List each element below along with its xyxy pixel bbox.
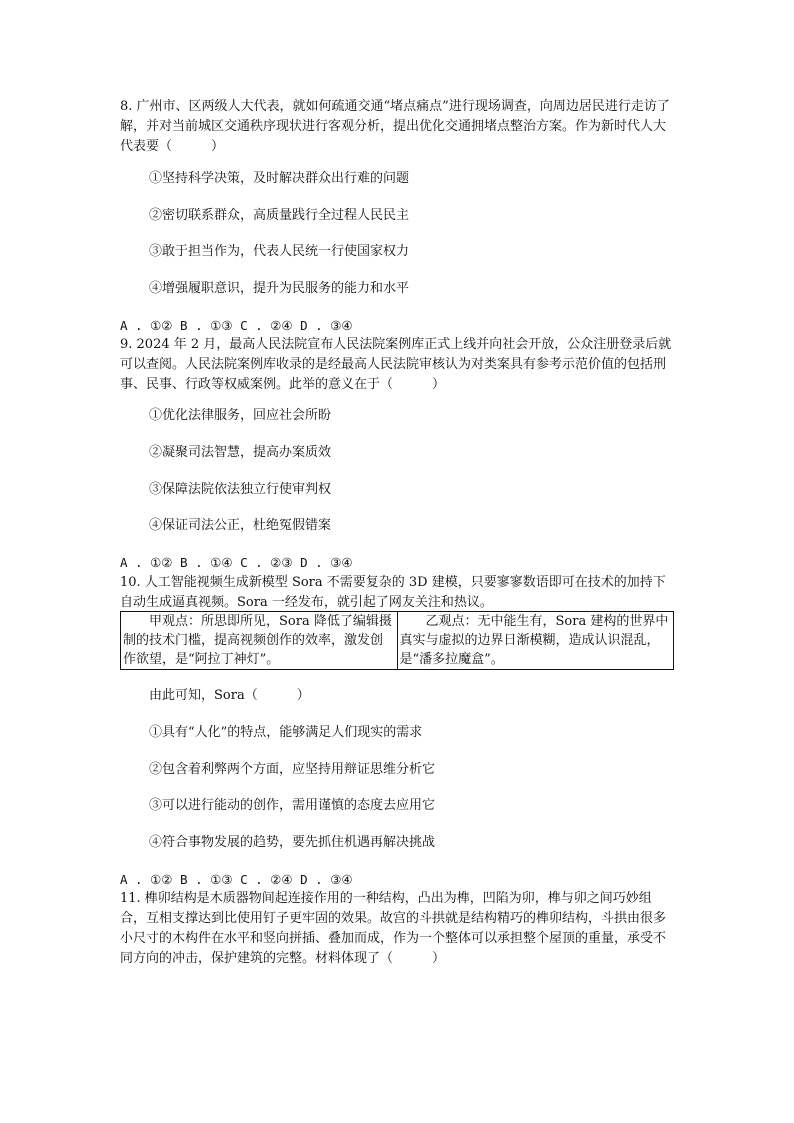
question-10-lead: 由此可知，Sora（ ） (149, 688, 310, 703)
question-9-option-4: ④保证司法公正，杜绝冤假错案 (149, 518, 332, 533)
question-10-stem: 10. 人工智能视频生成新模型 Sora 不需要复杂的 3D 建模，只要寥寥数语即可在技术的加持下自动生成逼真视频。Sora 一经发布，就引起了网友关注和热议。 (120, 575, 666, 610)
viewpoint-b-cell (397, 612, 674, 670)
question-8-option-1: ①坚持科学决策，及时解决群众出行难的问题 (149, 171, 410, 186)
question-9-answer-choices: A . ①② B . ①④ C . ②③ D . ③④ (120, 555, 353, 570)
viewpoint-a-text: 甲观点：所思即所见，Sora 降低了编辑摄制的技术门槛，提高视频创作的效率，激发创作欲望，是“阿拉丁神灯”。 (123, 614, 392, 667)
question-10-option-1: ①具有“人化”的特点，能够满足人们现实的需求 (149, 725, 423, 740)
question-10-option-2: ②包含着利弊两个方面，应坚持用辩证思维分析它 (149, 762, 436, 777)
question-9-option-2: ②凝聚司法智慧，提高办案质效 (149, 445, 332, 460)
question-11-stem: 11. 榫卯结构是木质器物间起连接作用的一种结构，凸出为榫，凹陷为卯，榫与卯之间巧妙组合，互相支撑达到比使用钉子更牢固的效果。故宫的斗拱就是结构精巧的榫卯结构，斗拱由很多小尺寸的木构件在水平和竖向拼插、叠加而成，作为一个整体可以承担整个屋顶的重量，承受不同方向的冲击，保护建筑的完整。材料体现了（ ） (120, 891, 667, 966)
question-8-option-3: ③敢于担当作为，代表人民统一行使国家权力 (149, 244, 410, 259)
question-9-option-3: ③保障法院依法独立行使审判权 (149, 482, 332, 497)
question-9-stem: 9. 2024 年 2 月，最高人民法院宣布人民法院案例库正式上线并向社会开放，公众注册登录后就可以查阅。人民法院案例库收录的是经最高人民法院审核认为对类案具有参考示范价值的包括刑事、民事、行政等权威案例。此举的意义在于（ ） (120, 337, 672, 392)
question-10-option-3: ③可以进行能动的创作，需用谨慎的态度去应用它 (149, 798, 436, 813)
question-8-option-4: ④增强履职意识，提升为民服务的能力和水平 (149, 281, 410, 296)
viewpoint-a-cell (121, 612, 398, 670)
viewpoint-b-text: 乙观点：无中能生有，Sora 建构的世界中真实与虚拟的边界日渐模糊，造成认识混乱，是“潘多拉魔盒”。 (399, 614, 669, 667)
question-8-stem: 8. 广州市、区两级人大代表，就如何疏通交通“堵点痛点”进行现场调查，向周边居民进行走访了解，并对当前城区交通秩序现状进行客观分析，提出优化交通拥堵点整治方案。作为新时代人大代表要（ ） (120, 99, 670, 154)
question-9-option-1: ①优化法律服务，回应社会所盼 (149, 408, 332, 423)
question-8-answer-choices: A . ①② B . ①③ C . ②④ D . ③④ (120, 318, 353, 333)
question-8-option-2: ②密切联系群众，高质量践行全过程人民民主 (149, 208, 410, 223)
viewpoint-table (120, 611, 674, 670)
question-10-answer-choices: A . ①② B . ①③ C . ②④ D . ③④ (120, 872, 353, 887)
question-10-option-4: ④符合事物发展的趋势，要先抓住机遇再解决挑战 (149, 835, 436, 850)
